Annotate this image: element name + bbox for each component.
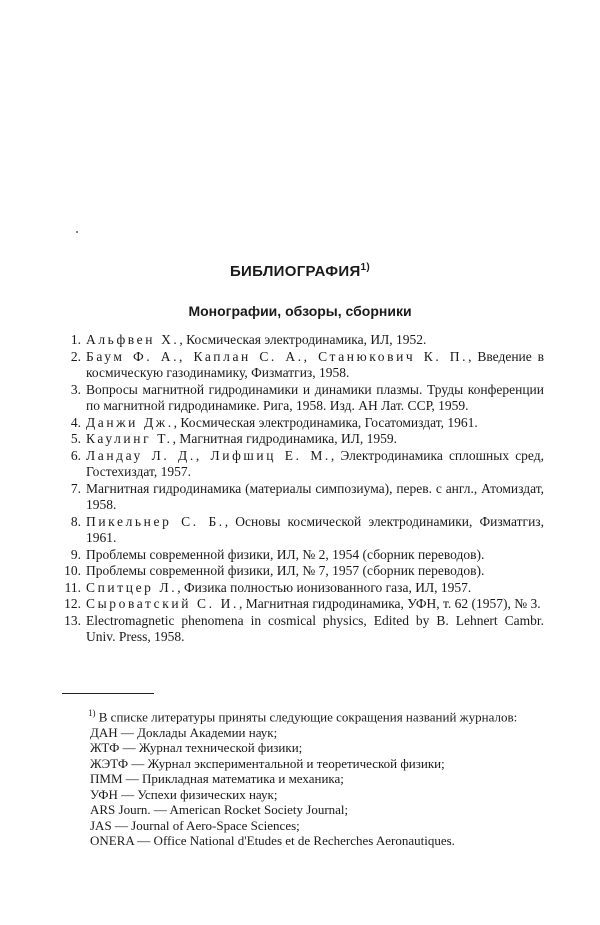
reference-author: Спитцер Л. — [86, 579, 178, 595]
reference-item — [60, 349, 544, 382]
reference-number: 5. — [70, 431, 81, 446]
reference-number: 1. — [70, 332, 81, 347]
reference-number: 7. — [70, 480, 81, 496]
title-footnote-mark: 1) — [360, 262, 371, 273]
reference-number: 2. — [70, 348, 81, 364]
reference-number: 3. — [70, 381, 81, 397]
footnote — [62, 706, 544, 849]
reference-text — [86, 563, 544, 580]
reference-item — [60, 613, 544, 646]
reference-author: Ландау Л. Д., Лифшиц Е. М. — [86, 447, 331, 463]
reference-number: 11. — [64, 579, 81, 595]
reference-text — [86, 547, 544, 564]
reference-text — [86, 596, 544, 613]
footnote-intro-text: В списке литературы приняты следующие сокращения названий журналов: — [95, 709, 518, 725]
reference-text — [86, 613, 544, 646]
reference-number: 8. — [70, 513, 81, 529]
reference-details: , Основы космической электродинамики, Физматгиз, 1961. — [86, 513, 544, 545]
reference-text — [86, 332, 544, 349]
reference-item — [60, 431, 544, 448]
reference-details: Electromagnetic phenomena in cosmical physics, Edited by B. Lehnert Cambr. Univ. Press, 1958. — [86, 612, 544, 644]
reference-author: Данжи Дж. — [86, 414, 174, 430]
reference-author: Каулинг Т. — [86, 431, 173, 446]
reference-details: , Космическая электродинамика, ИЛ, 1952. — [179, 332, 427, 347]
reference-details: , Магнитная гидродинамика, УФН, т. 62 (1957), № 3. — [238, 596, 541, 611]
reference-number: 12. — [64, 596, 81, 611]
reference-text — [86, 382, 544, 415]
abbreviation-item: УФН — Успехи физических наук; — [90, 786, 278, 802]
reference-text — [86, 448, 544, 481]
reference-text — [86, 415, 544, 432]
reference-item — [60, 547, 544, 564]
reference-details: Вопросы магнитной гидродинамики и динамики плазмы. Труды конференции по магнитной гидродинамике. Рига, 1958. Изд. АН Лат. ССР, 1959. — [86, 381, 544, 413]
reference-text — [86, 481, 544, 514]
abbreviation-item: JAS — Journal of Aero-Space Sciences; — [90, 817, 300, 833]
reference-details: , Космическая электродинамика, Госатомиздат, 1961. — [173, 414, 478, 430]
reference-list — [60, 332, 544, 646]
reference-item — [60, 596, 544, 613]
reference-text — [86, 349, 544, 382]
reference-item — [60, 448, 544, 481]
reference-number: 9. — [70, 546, 81, 562]
footnote-intro — [62, 706, 544, 725]
reference-details: , Магнитная гидродинамика, ИЛ, 1959. — [172, 431, 398, 446]
reference-text — [86, 431, 544, 448]
reference-author: Баум Ф. А., Каплан С. А., Станюкович К. П. — [86, 348, 469, 364]
reference-item — [60, 332, 544, 349]
abbreviation-item: ПММ — Прикладная математика и механика; — [90, 771, 344, 787]
abbreviation-item: ЖЭТФ — Журнал экспериментальной и теоретической физики; — [90, 755, 445, 771]
reference-text — [86, 580, 544, 597]
reference-number: 10. — [64, 563, 81, 578]
reference-number: 13. — [64, 612, 81, 628]
section-title: Монографии, обзоры, сборники — [188, 303, 412, 319]
reference-number: 4. — [70, 414, 81, 430]
stray-mark — [76, 231, 78, 233]
reference-item — [60, 563, 544, 580]
abbreviation-item: ARS Journ. — American Rocket Society Journal; — [90, 802, 349, 818]
reference-author: Сыроватский С. И. — [86, 596, 239, 611]
reference-item — [60, 382, 544, 415]
reference-item — [60, 580, 544, 597]
footnote-mark: 1) — [88, 708, 96, 718]
reference-details: , Физика полностью ионизованного газа, ИЛ, 1957. — [177, 579, 472, 595]
reference-details: Магнитная гидродинамика (материалы симпозиума), перев. с англ., Атомиздат, 1958. — [86, 480, 544, 512]
abbreviation-item: ДАН — Доклады Академии наук; — [90, 724, 278, 740]
abbreviation-list — [62, 725, 544, 849]
reference-item — [60, 415, 544, 432]
abbreviation-item: ЖТФ — Журнал технической физики; — [90, 740, 303, 756]
page-title-text: БИБЛИОГРАФИЯ — [229, 263, 361, 280]
reference-details: Проблемы современной физики, ИЛ, № 2, 1954 (сборник переводов). — [86, 546, 485, 562]
reference-details: , Электродинамика сплошных сред, Гостехиздат, 1957. — [86, 447, 544, 479]
reference-item — [60, 514, 544, 547]
reference-author: Пикельнер С. Б. — [86, 513, 225, 529]
reference-item — [60, 481, 544, 514]
page-title — [0, 262, 600, 280]
reference-details: Проблемы современной физики, ИЛ, № 7, 1957 (сборник переводов). — [86, 563, 485, 578]
footnote-divider — [62, 693, 154, 694]
reference-text — [86, 514, 544, 547]
reference-author: Альфвен Х. — [86, 332, 180, 347]
reference-details: , Введение в космическую газодинамику, Физматгиз, 1958. — [86, 348, 544, 380]
reference-number: 6. — [70, 447, 81, 463]
abbreviation-item: ONERA — Office National d'Etudes et de Recherches Aeronautiques. — [90, 833, 455, 849]
